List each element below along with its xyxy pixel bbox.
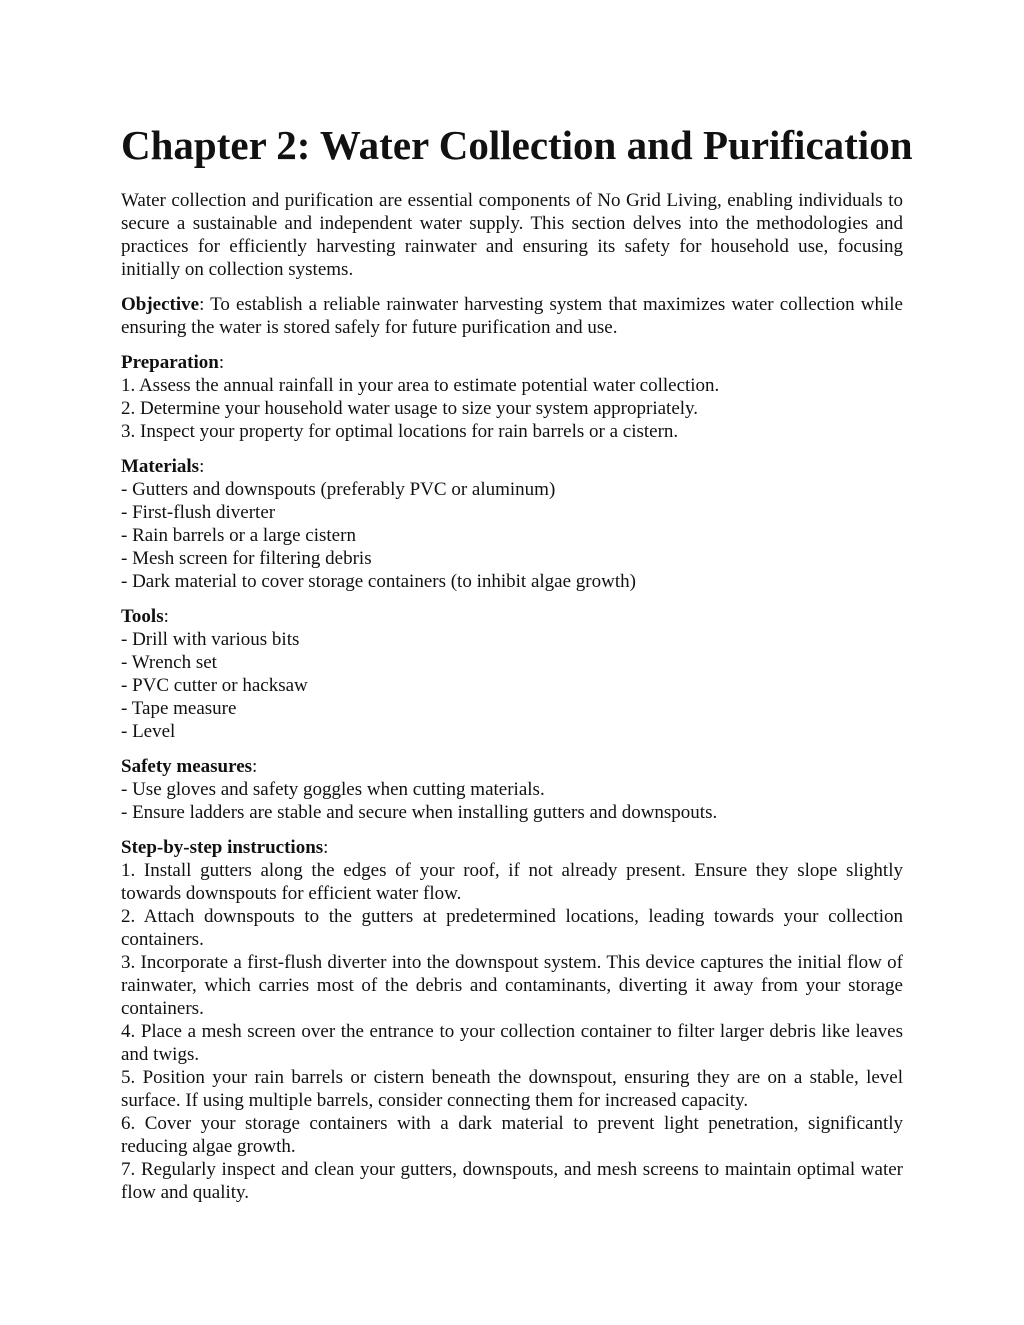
materials-heading [121,455,903,478]
chapter-title: Chapter 2: Water Collection and Purification [121,122,913,168]
objective-text: : To establish a reliable rainwater harvesting system that maximizes water collection while ensuring the water is stored safely for future purification and use. [121,294,903,338]
tools-section [121,605,903,743]
tools-item: - Tape measure [121,698,237,719]
step-item: 1. Install gutters along the edges of your roof, if not already present. Ensure they slope slightly towards downspouts for efficient water flow. [121,860,903,904]
preparation-item: 2. Determine your household water usage to size your system appropriately. [121,398,699,419]
objective-paragraph [121,293,903,339]
preparation-section [121,351,903,443]
tools-item: - Wrench set [121,652,217,673]
tools-heading [121,605,903,628]
preparation-label: Preparation [121,352,219,373]
step-item: 4. Place a mesh screen over the entrance to your collection container to filter larger debris like leaves and twigs. [121,1021,903,1065]
steps-section [121,836,903,1204]
materials-item: - Mesh screen for filtering debris [121,548,372,569]
objective-label: Objective [121,294,200,315]
step-item: 6. Cover your storage containers with a dark material to prevent light penetration, significantly reducing algae growth. [121,1113,903,1157]
safety-colon: : [252,756,258,777]
tools-item: - Drill with various bits [121,629,300,650]
steps-colon: : [323,837,329,858]
materials-item: - Dark material to cover storage containers (to inhibit algae growth) [121,571,636,592]
preparation-heading [121,351,903,374]
step-item: 2. Attach downspouts to the gutters at predetermined locations, leading towards your collection containers. [121,906,903,950]
step-item: 3. Incorporate a first-flush diverter into the downspout system. This device captures the initial flow of rainwater, which carries most of the debris and contaminants, diverting it away from your storage containers. [121,952,903,1019]
step-item: 7. Regularly inspect and clean your gutters, downspouts, and mesh screens to maintain optimal water flow and quality. [121,1159,903,1203]
materials-section [121,455,903,593]
materials-label: Materials [121,456,200,477]
preparation-item: 3. Inspect your property for optimal locations for rain barrels or a cistern. [121,421,679,442]
materials-item: - Gutters and downspouts (preferably PVC or aluminum) [121,479,556,500]
safety-item: - Use gloves and safety goggles when cutting materials. [121,779,545,800]
materials-colon: : [199,456,205,477]
preparation-item: 1. Assess the annual rainfall in your area to estimate potential water collection. [121,375,720,396]
steps-label: Step-by-step instructions [121,837,324,858]
document-page [121,120,913,1204]
safety-section [121,755,903,824]
tools-item: - PVC cutter or hacksaw [121,675,308,696]
steps-heading [121,836,903,859]
materials-item: - Rain barrels or a large cistern [121,525,356,546]
tools-label: Tools [121,606,164,627]
tools-colon: : [163,606,169,627]
materials-item: - First-flush diverter [121,502,276,523]
step-item: 5. Position your rain barrels or cistern beneath the downspout, ensuring they are on a stable, level surface. If using multiple barrels, consider connecting them for increased capacity. [121,1067,903,1111]
safety-label: Safety measures [121,756,253,777]
safety-item: - Ensure ladders are stable and secure when installing gutters and downspouts. [121,802,718,823]
tools-item: - Level [121,721,176,742]
preparation-colon: : [218,352,225,373]
safety-heading [121,755,903,778]
intro-paragraph: Water collection and purification are essential components of No Grid Living, enabling individuals to secure a sustainable and independent water supply. This section delves into the methodologies and practices for efficiently harvesting rainwater and ensuring its safety for household use, focusing initially on collection systems. [121,190,903,280]
